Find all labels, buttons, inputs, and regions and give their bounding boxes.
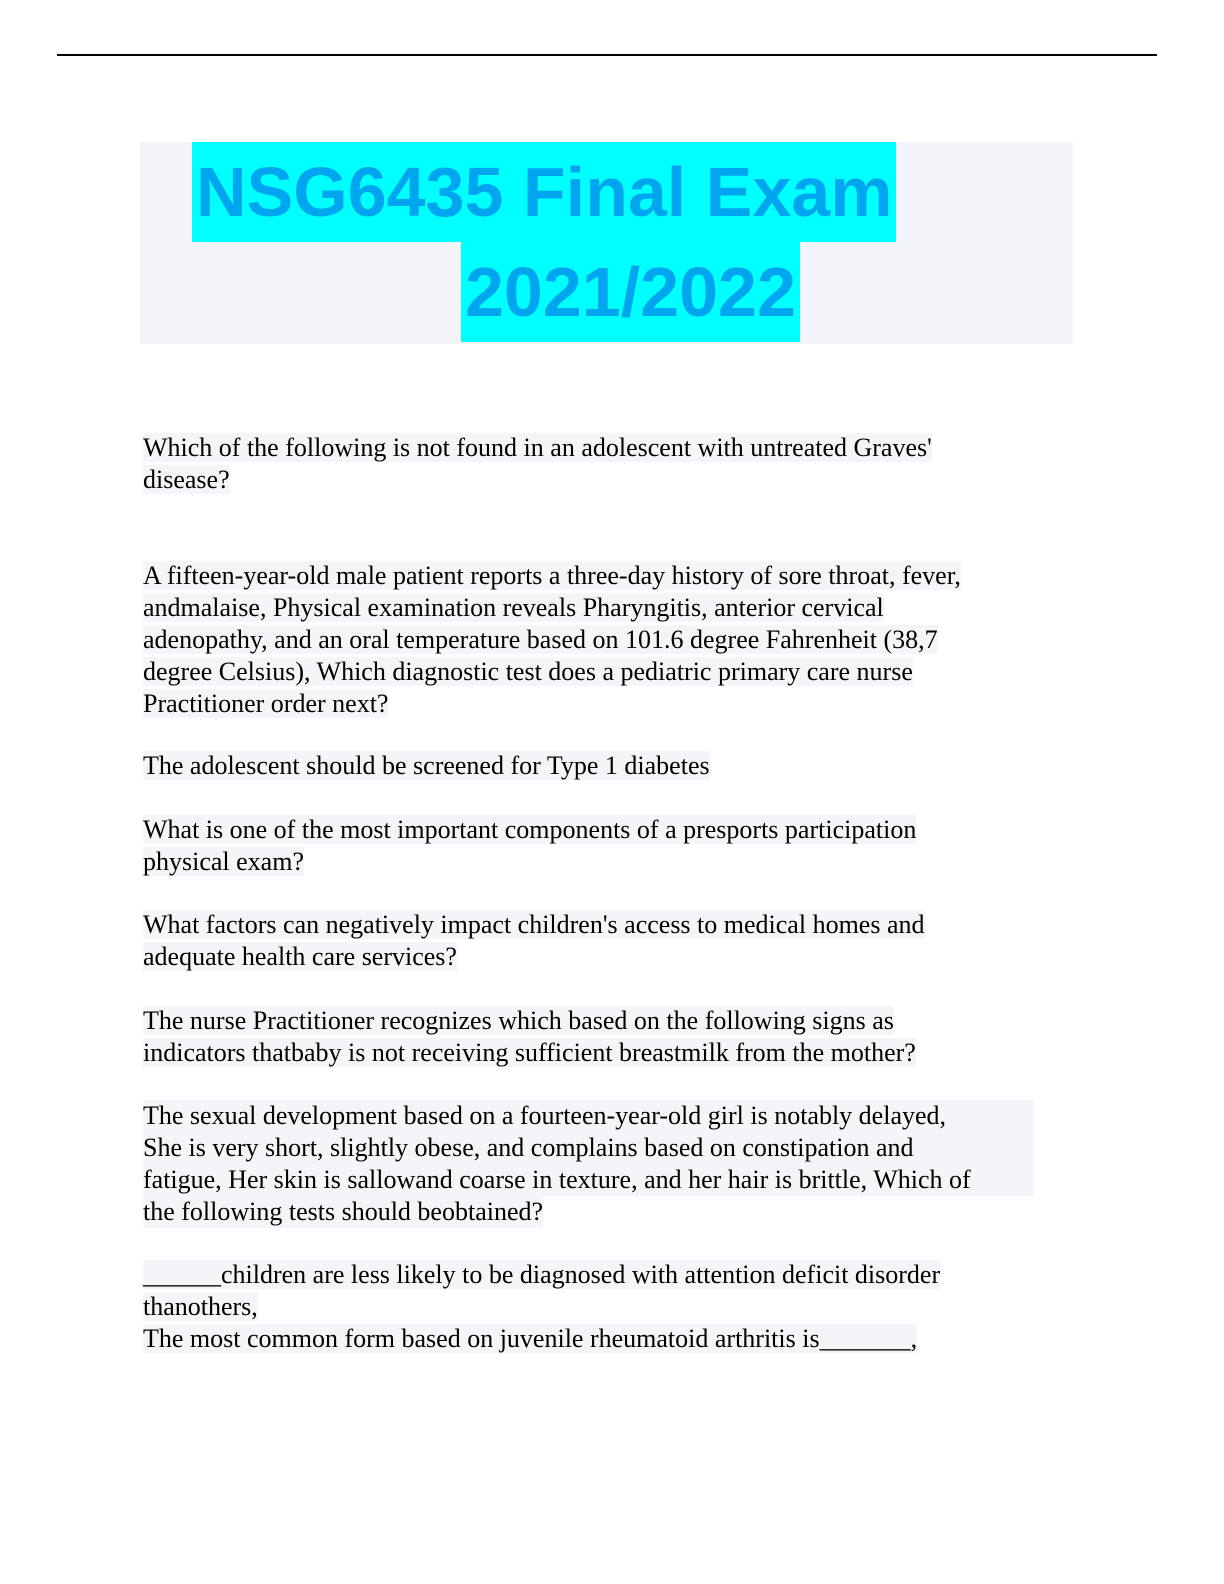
text-line: fatigue, Her skin is sallowand coarse in texture, and her hair is brittle, Which of [143,1164,1034,1196]
text-line: The most common form based on juvenile rheumatoid arthritis is_______, [143,1324,918,1353]
text-line: The sexual development based on a fourteen-year-old girl is notably delayed, [143,1100,1034,1132]
document-title-line-1: NSG6435 Final Exam [192,142,896,242]
text-line: She is very short, slightly obese, and complains based on constipation and [143,1132,1034,1164]
text-line: Practitioner order next? [143,689,389,718]
text-line: adequate health care services? [143,942,457,971]
text-line: What is one of the most important components of a presports participation [143,815,917,844]
question-adhd-jra [143,1259,940,1355]
title-block [140,142,1073,344]
text-line: adenopathy, and an oral temperature based on 101.6 degree Fahrenheit (38,7 [143,625,938,654]
statement-diabetes [143,750,710,782]
text-line: the following tests should beobtained? [143,1197,544,1226]
text-line: A fifteen-year-old male patient reports a three-day history of sore throat, fever, [143,561,961,590]
text-line: andmalaise, Physical examination reveals Pharyngitis, anterior cervical [143,593,884,622]
question-sexual-development [143,1100,1034,1228]
text-line: ______children are less likely to be diagnosed with attention deficit disorder [143,1260,941,1289]
text-line: physical exam? [143,847,304,876]
text-line: The nurse Practitioner recognizes which based on the following signs as [143,1006,894,1035]
question-graves [143,432,932,496]
document-title-line-2: 2021/2022 [461,242,800,342]
question-breastmilk [143,1005,916,1069]
text-line: thanothers, [143,1292,258,1321]
question-pharyngitis [143,560,961,720]
text-line: degree Celsius), Which diagnostic test does a pediatric primary care nurse [143,657,913,686]
text-line: The adolescent should be screened for Type 1 diabetes [143,751,710,780]
text-line: indicators thatbaby is not receiving sufficient breastmilk from the mother? [143,1038,916,1067]
text-line: Which of the following is not found in an adolescent with untreated Graves' [143,433,932,462]
text-line: disease? [143,465,230,494]
question-access [143,909,925,973]
question-presports [143,814,916,878]
top-rule [57,54,1157,56]
text-line: What factors can negatively impact children's access to medical homes and [143,910,925,939]
